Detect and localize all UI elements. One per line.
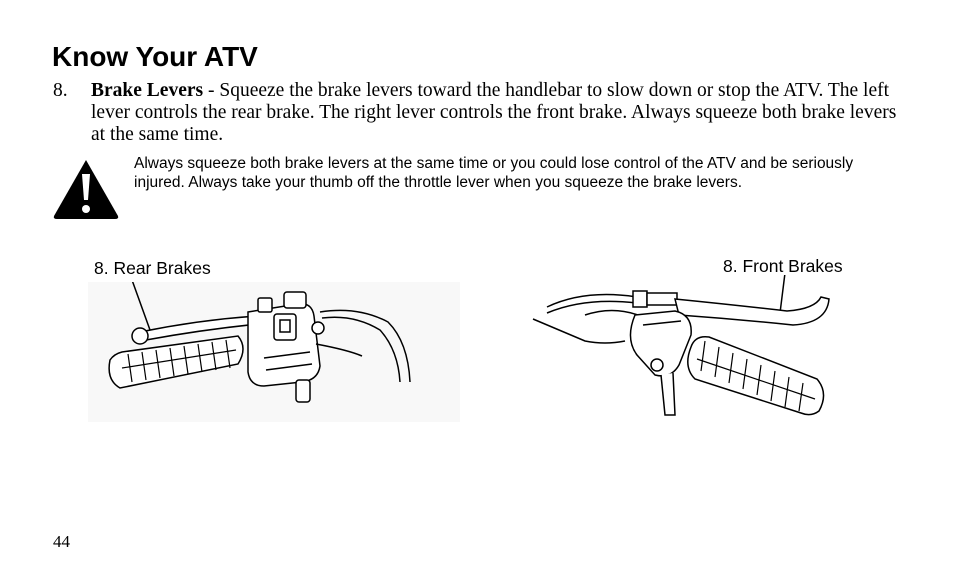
rear-brakes-label: 8. Rear Brakes: [94, 258, 211, 278]
page-number: 44: [53, 532, 70, 551]
page-title: Know Your ATV: [52, 41, 258, 72]
list-item-brake-levers: [53, 80, 903, 146]
front-brakes-label: 8. Front Brakes: [723, 256, 843, 276]
warning-text: Always squeeze both brake levers at the same time or you could lose control of the ATV and be seriously injured. Always take your thumb off the throttle lever when you squeeze the brake levers.: [134, 155, 854, 191]
warning-triangle-icon: [52, 158, 120, 220]
front-brake-illustration: [525, 275, 870, 425]
item-term: Brake Levers: [91, 80, 204, 101]
item-text: - Squeeze the brake levers toward the handlebar to slow down or stop the ATV. The left lever controls the rear brake. The right lever controls the front brake. Always squeeze both brake levers at the same time.: [91, 80, 897, 145]
rear-brake-illustration: [88, 282, 460, 422]
item-body: [91, 80, 903, 146]
item-number: 8.: [53, 80, 68, 101]
